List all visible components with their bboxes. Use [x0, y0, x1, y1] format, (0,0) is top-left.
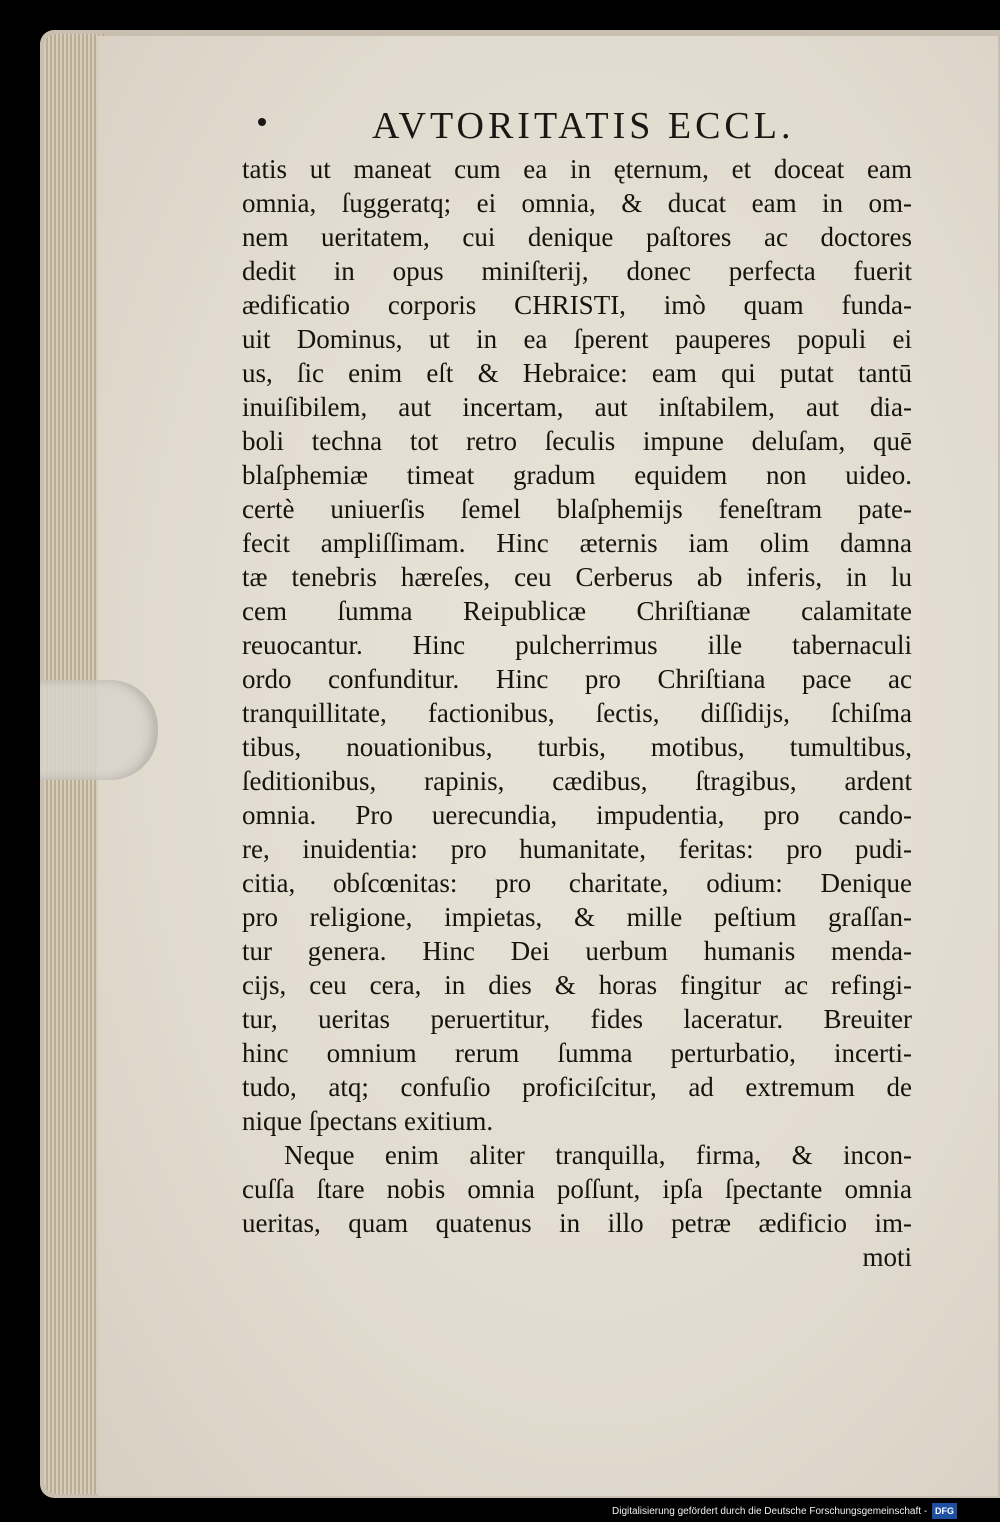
text-line: hinc omnium rerum ſumma perturbatio, incerti- — [242, 1038, 912, 1068]
text-line: Neque enim aliter tranquilla, firma, & incon- — [284, 1140, 912, 1170]
credit-text: Digitalisierung gefördert durch die Deutsche Forschungsgemeinschaft - — [612, 1506, 928, 1517]
page-text — [242, 152, 912, 1274]
paragraph-1 — [242, 152, 912, 1138]
text-line: fecit ampliſſimam. Hinc æternis iam olim damna — [242, 528, 912, 558]
text-line: inuiſibilem, aut incertam, aut inſtabilem, aut dia- — [242, 392, 912, 422]
running-title: AVTORITATIS ECCL. — [372, 105, 795, 147]
text-line: us, ſic enim eſt & Hebraice: eam qui putat tantū — [242, 358, 912, 388]
digitization-credit — [612, 1503, 998, 1519]
text-line: omnia, ſuggeratq; ei omnia, & ducat eam in om- — [242, 188, 912, 218]
text-line: uit Dominus, ut in ea ſperent pauperes populi ei — [242, 324, 912, 354]
text-line: ueritas, quam quatenus in illo petræ ædificio im- — [242, 1208, 912, 1238]
text-line: cuſſa ſtare nobis omnia poſſunt, ipſa ſpectante omnia — [242, 1174, 912, 1204]
text-line: nique ſpectans exitium. — [242, 1106, 494, 1136]
text-line: tur genera. Hinc Dei uerbum humanis menda- — [242, 936, 912, 966]
text-line: omnia. Pro uerecundia, impudentia, pro cando- — [242, 800, 912, 830]
text-line: dedit in opus miniſterij, donec perfecta fuerit — [242, 256, 912, 286]
text-line: cem ſumma Reipublicæ Chriſtianæ calamitate — [242, 596, 912, 626]
text-line: tatis ut maneat cum ea in ęternum, et doceat eam — [242, 154, 912, 184]
text-line: blaſphemiæ timeat gradum equidem non uideo. — [242, 460, 912, 490]
text-line: tibus, nouationibus, turbis, motibus, tumultibus, — [242, 732, 912, 762]
text-line: boli techna tot retro ſeculis impune deluſam, quē — [242, 426, 912, 456]
dfg-logo: DFG — [932, 1503, 957, 1519]
text-line: ſeditionibus, rapinis, cædibus, ſtragibus, ardent — [242, 766, 912, 796]
text-line: tudo, atq; confuſio proficiſcitur, ad extremum de — [242, 1072, 912, 1102]
text-line: cijs, ceu cera, in dies & horas fingitur ac refingi- — [242, 970, 912, 1000]
text-line: pro religione, impietas, & mille peſtium graſſan- — [242, 902, 912, 932]
text-line: reuocantur. Hinc pulcherrimus ille tabernaculi — [242, 630, 912, 660]
text-line: certè uniuerſis ſemel blaſphemijs feneſtram pate- — [242, 494, 912, 524]
page-clip — [40, 680, 158, 780]
text-line: nem ueritatem, cui denique paſtores ac doctores — [242, 222, 912, 252]
text-line: tranquillitate, factionibus, ſectis, diſſidijs, ſchiſma — [242, 698, 912, 728]
text-line: tæ tenebris hæreſes, ceu Cerberus ab inferis, in lu — [242, 562, 912, 592]
text-line: ordo confunditur. Hinc pro Chriſtiana pace ac — [242, 664, 912, 694]
ornament-dot — [258, 118, 266, 126]
paragraph-2 — [242, 1138, 912, 1240]
text-line: citia, obſcœnitas: pro charitate, odium: Denique — [242, 868, 912, 898]
catchword: moti — [862, 1242, 912, 1272]
text-line: re, inuidentia: pro humanitate, feritas: pro pudi- — [242, 834, 912, 864]
text-line: ædificatio corporis CHRISTI, imò quam funda- — [242, 290, 912, 320]
text-line: tur, ueritas peruertitur, fides laceratur. Breuiter — [242, 1004, 912, 1034]
